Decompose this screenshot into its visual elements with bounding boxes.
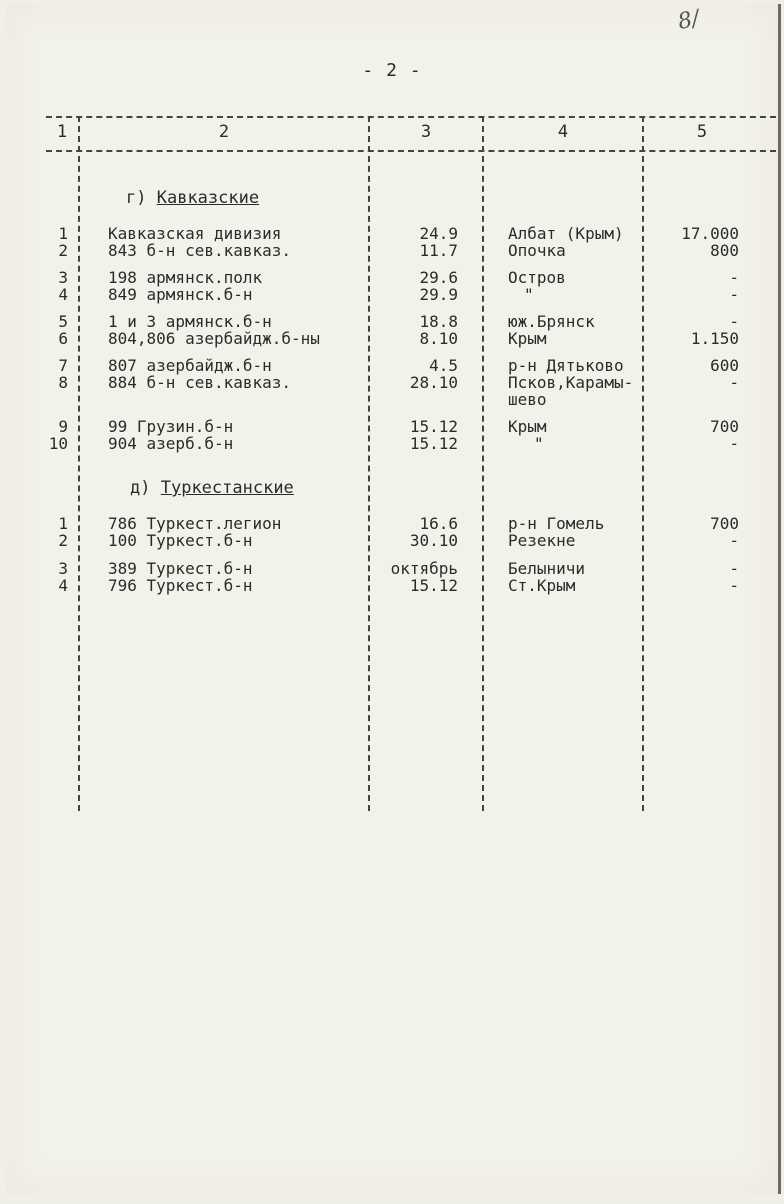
row-place: р-н Дятьково [508,356,624,375]
row-count: 700 [710,514,739,533]
row-place-continued: шево [508,390,547,409]
column-divider-2 [368,116,370,811]
column-header-2: 2 [218,122,230,142]
row-count: - [729,312,739,331]
row-number: 10 [48,434,68,453]
row-number: 5 [58,312,68,331]
row-date: 11.7 [419,241,458,260]
row-place: Крым [508,417,547,436]
section-name: Туркестанские [160,478,294,498]
row-number: 8 [58,373,68,392]
row-number: 4 [58,576,68,595]
row-count: - [729,559,739,578]
row-date: 8.10 [419,329,458,348]
row-unit: 796 Туркест.б-н [108,576,253,595]
row-number: 1 [58,514,68,533]
column-divider-4 [642,116,644,811]
row-count: 700 [710,417,739,436]
row-count: 1.150 [690,329,739,348]
row-count: - [729,373,739,392]
row-number: 2 [58,531,68,550]
row-date: 30.10 [409,531,458,550]
handwritten-mark: 8/ [675,6,702,35]
row-unit: 389 Туркест.б-н [108,559,253,578]
row-place: " [534,434,544,453]
row-number: 9 [58,417,68,436]
row-count: - [729,268,739,287]
table-header-rule [46,150,776,152]
row-count: 800 [710,241,739,260]
row-place: Опочка [508,241,566,260]
section-title-caucasian [126,188,259,208]
row-number: 1 [58,224,68,243]
row-unit: 884 б-н сев.кавказ. [108,373,292,392]
row-unit: 804,806 азербайдж.б-ны [108,329,320,348]
section-prefix: г) [126,188,147,208]
row-date: 16.6 [419,514,458,533]
column-header-5: 5 [696,122,708,142]
row-unit: 807 азербайдж.б-н [108,356,272,375]
row-unit: 843 б-н сев.кавказ. [108,241,292,260]
row-place: " [524,285,534,304]
row-count: - [729,531,739,550]
row-count: 600 [710,356,739,375]
section-title-turkestan [130,478,294,498]
row-place: Остров [508,268,566,287]
row-count: 17.000 [681,224,739,243]
row-date: 15.12 [409,417,458,436]
row-date: 15.12 [409,434,458,453]
row-unit: 198 армянск.полк [108,268,263,287]
column-divider-1 [78,116,80,811]
row-number: 7 [58,356,68,375]
row-date: 4.5 [429,356,458,375]
row-place: Белыничи [508,559,586,578]
section-name: Кавказские [156,188,260,208]
row-count: - [729,285,739,304]
row-count: - [729,434,739,453]
document-page [6,4,781,1194]
row-date: 29.6 [419,268,458,287]
row-unit: 1 и 3 армянск.б-н [108,312,272,331]
row-number: 3 [58,268,68,287]
row-place: Албат (Крым) [508,224,624,243]
row-date: 24.9 [419,224,458,243]
row-count: - [729,576,739,595]
row-place: юж.Брянск [508,312,595,331]
row-unit: 849 армянск.б-н [108,285,253,304]
row-number: 2 [58,241,68,260]
table-top-rule [46,116,776,118]
column-divider-3 [482,116,484,811]
row-number: 6 [58,329,68,348]
row-number: 4 [58,285,68,304]
row-unit: 100 Туркест.б-н [108,531,253,550]
row-date: 29.9 [419,285,458,304]
section-prefix: д) [130,478,151,498]
row-date: 18.8 [419,312,458,331]
row-date: октябрь [390,559,458,578]
row-unit: 786 Туркест.легион [108,514,282,533]
column-header-4: 4 [557,122,569,142]
row-place: Резекне [508,531,576,550]
row-place: Крым [508,329,547,348]
row-number: 3 [58,559,68,578]
row-unit: 904 азерб.б-н [108,434,234,453]
page-number: - 2 - [362,60,422,81]
column-header-3: 3 [420,122,432,142]
column-header-1: 1 [56,122,68,142]
row-date: 28.10 [409,373,458,392]
row-date: 15.12 [409,576,458,595]
row-place: р-н Гомель [508,514,605,533]
row-place: Ст.Крым [508,576,576,595]
row-place: Псков,Карамы- [508,373,634,392]
row-unit: 99 Грузин.б-н [108,417,234,436]
row-unit: Кавказская дивизия [108,224,282,243]
